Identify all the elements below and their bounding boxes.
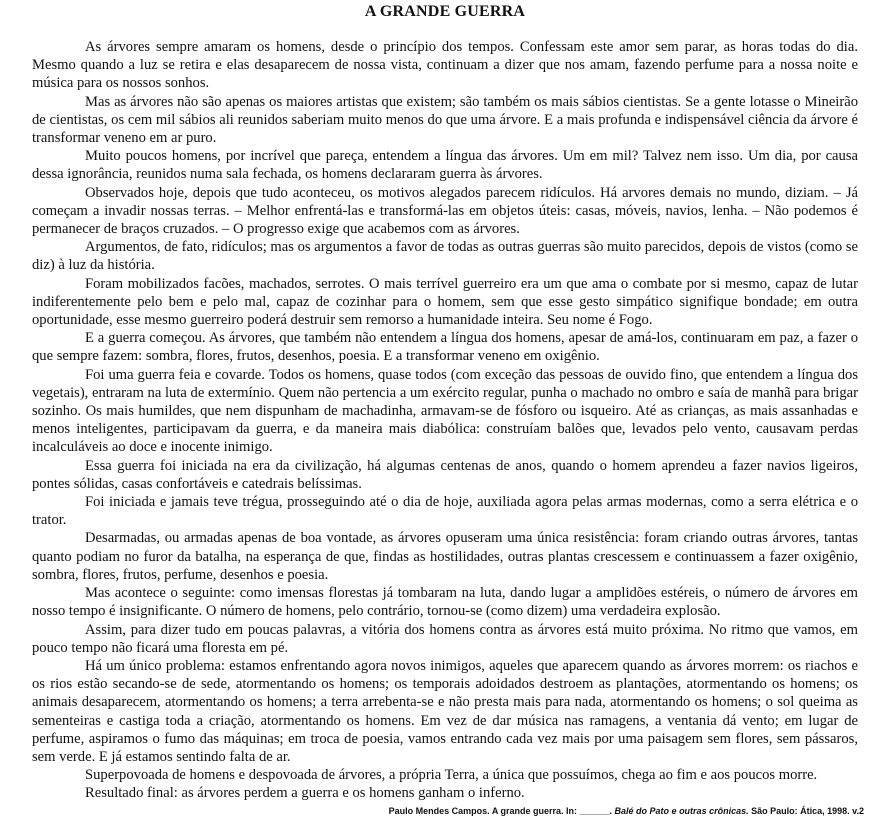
- document-body: [32, 38, 858, 803]
- paragraph-3: Muito poucos homens, por incrível que pareça, entendem a língua das árvores. Um em mil? Talvez nem isso. Um dia, por causa dessa ignorância, reunidos numa sala fechada, os homens declararam guerra às árvores.: [32, 148, 858, 183]
- paragraph-13: Assim, para dizer tudo em poucas palavras, a vitória dos homens contra as árvores está muito próxima. No ritmo que vamos, em pouco tempo não ficará uma floresta em pé.: [32, 621, 858, 656]
- paragraph-15: Superpovoada de homens e despovoada de árvores, a própria Terra, a única que possuímos, chega ao fim e aos poucos morre.: [85, 767, 818, 784]
- paragraph-9: Essa guerra foi iniciada na era da civilização, há algumas centenas de anos, quando o homem aprendeu a fazer navios ligeiros, pontes sólidas, casas confortáveis e catedrais belíssimas.: [32, 457, 858, 492]
- paragraph-16: Resultado final: as árvores perdem a guerra e os homens ganham o inferno.: [85, 785, 525, 802]
- paragraph-1: As árvores sempre amaram os homens, desde o princípio dos tempos. Confessam este amor sem parar, as horas todas do dia. Mesmo quando a luz se retira e elas desaparecem de nossa vista, continuam a dizer que nos amam, fazendo perfume para a nossa noite e música para os nossos sonhos.: [32, 39, 858, 92]
- citation-author-title: Paulo Mendes Campos. A grande guerra. In: ______.: [388, 806, 613, 816]
- paragraph-12: Mas acontece o seguinte: como imensas florestas já tombaram na luta, dando lugar a amplidões estéreis, o número de árvores em nosso tempo é insignificante. O número de homens, pelo contrário, tornou-se (como dizem) uma verdadeira explosão.: [32, 585, 858, 620]
- source-citation: [389, 806, 864, 817]
- paragraph-6: Foram mobilizados facões, machados, serrotes. O mais terrível guerreiro era um que ama o combate por si mesmo, capaz de lutar indiferentemente pelo bem e pelo mal, capaz de cozinhar para o homem, sem que esse gesto simpático signifique bondade; em outra oportunidade, esse mesmo guerreiro poderá destruir sem remorso a humanidade inteira. Seu nome é Fogo.: [32, 275, 858, 329]
- paragraph-2: Mas as árvores não são apenas os maiores artistas que existem; são também os mais sábios cientistas. Se a gente lotasse o Mineirão de cientistas, os cem mil sábios ali reunidos saberiam muito menos do que uma árvore. E a mais profunda e indispensável ciência da árvore é transformar veneno em ar puro.: [32, 93, 858, 147]
- paragraph-7: E a guerra começou. As árvores, que também não entendem a língua dos homens, apesar de amá-los, continuaram em paz, a fazer o que sempre fazem: sombra, flores, frutos, desenhos, poesia. E a transformar veneno em oxigênio.: [32, 330, 858, 365]
- citation-book-title: Balé do Pato e outras crônicas.: [614, 806, 749, 816]
- paragraph-8: Foi uma guerra feia e covarde. Todos os homens, quase todos (com exceção das pessoas de ouvido fino, que entendem a língua dos vegetais), entraram na luta de extermínio. Quem não pertencia a um exército regular, punha o machado no ombro e saía de manhã para brigar sozinho. Os mais humildes, que nem dispunham de machadinha, armavam-se de fósforo ou isqueiro. Até as crianças, as mais assanhadas e menos inteligentes, participavam da guerra, e da maneira mais diabólica: construíam balões que, levados pelo vento, causavam perdas incalculáveis ao doce e inocente inimigo.: [32, 366, 858, 456]
- paragraph-5: Argumentos, de fato, ridículos; mas os argumentos a favor de todas as outras guerras são muito parecidos, depois de vistos (como se diz) à luz da história.: [32, 239, 858, 274]
- paragraph-11: Desarmadas, ou armadas apenas de boa vontade, as árvores opuseram uma única resistência: foram criando outras árvores, tantas quanto podiam no furor da batalha, na esperança de que, findas as hostilidades, outras plantas crescessem e continuassem a fazer oxigênio, sombra, flores, frutos, perfume, desenhos e poesia.: [32, 530, 858, 583]
- paragraph-14: Há um único problema: estamos enfrentando agora novos inimigos, aqueles que aparecem quando as árvores morrem: os riachos e os rios estão secando-se de sede, atormentando os homens; os temporais adoidados destroem as plantações, atormentando os homens; os animais desaparecem, atormentando os homens; a terra arrebenta-se e não presta mais para nada, atormentando os homens; o sol queima as sementeiras e castiga toda a criação, atormentando os homens. Em vez de dar música nas ramagens, a ventania dá vento; em lugar de perfume, aspiramos o fumo das máquinas; em troca de poesia, vamos entrando cada vez mais por uma paisagem sem flores, sem pássaros, sem verde. E já estamos sentindo falta de ar.: [32, 657, 858, 765]
- document-title: A GRANDE GUERRA: [364, 3, 526, 20]
- citation-publisher: São Paulo: Ática, 1998. v.2: [751, 806, 864, 816]
- paragraph-10: Foi iniciada e jamais teve trégua, prosseguindo até o dia de hoje, auxiliada agora pelas armas modernas, como a serra elétrica e o trator.: [32, 494, 858, 529]
- paragraph-4: Observados hoje, depois que tudo aconteceu, os motivos alegados parecem ridículos. Há arvores demais no mundo, diziam. – Já começam a invadir nossas terras. – Melhor enfrentá-las e transformá-las em objetos úteis: casas, móveis, navios, lenha. – Não podemos é permanecer de braços cruzados. – O progresso exige que acabemos com as árvores.: [32, 184, 858, 238]
